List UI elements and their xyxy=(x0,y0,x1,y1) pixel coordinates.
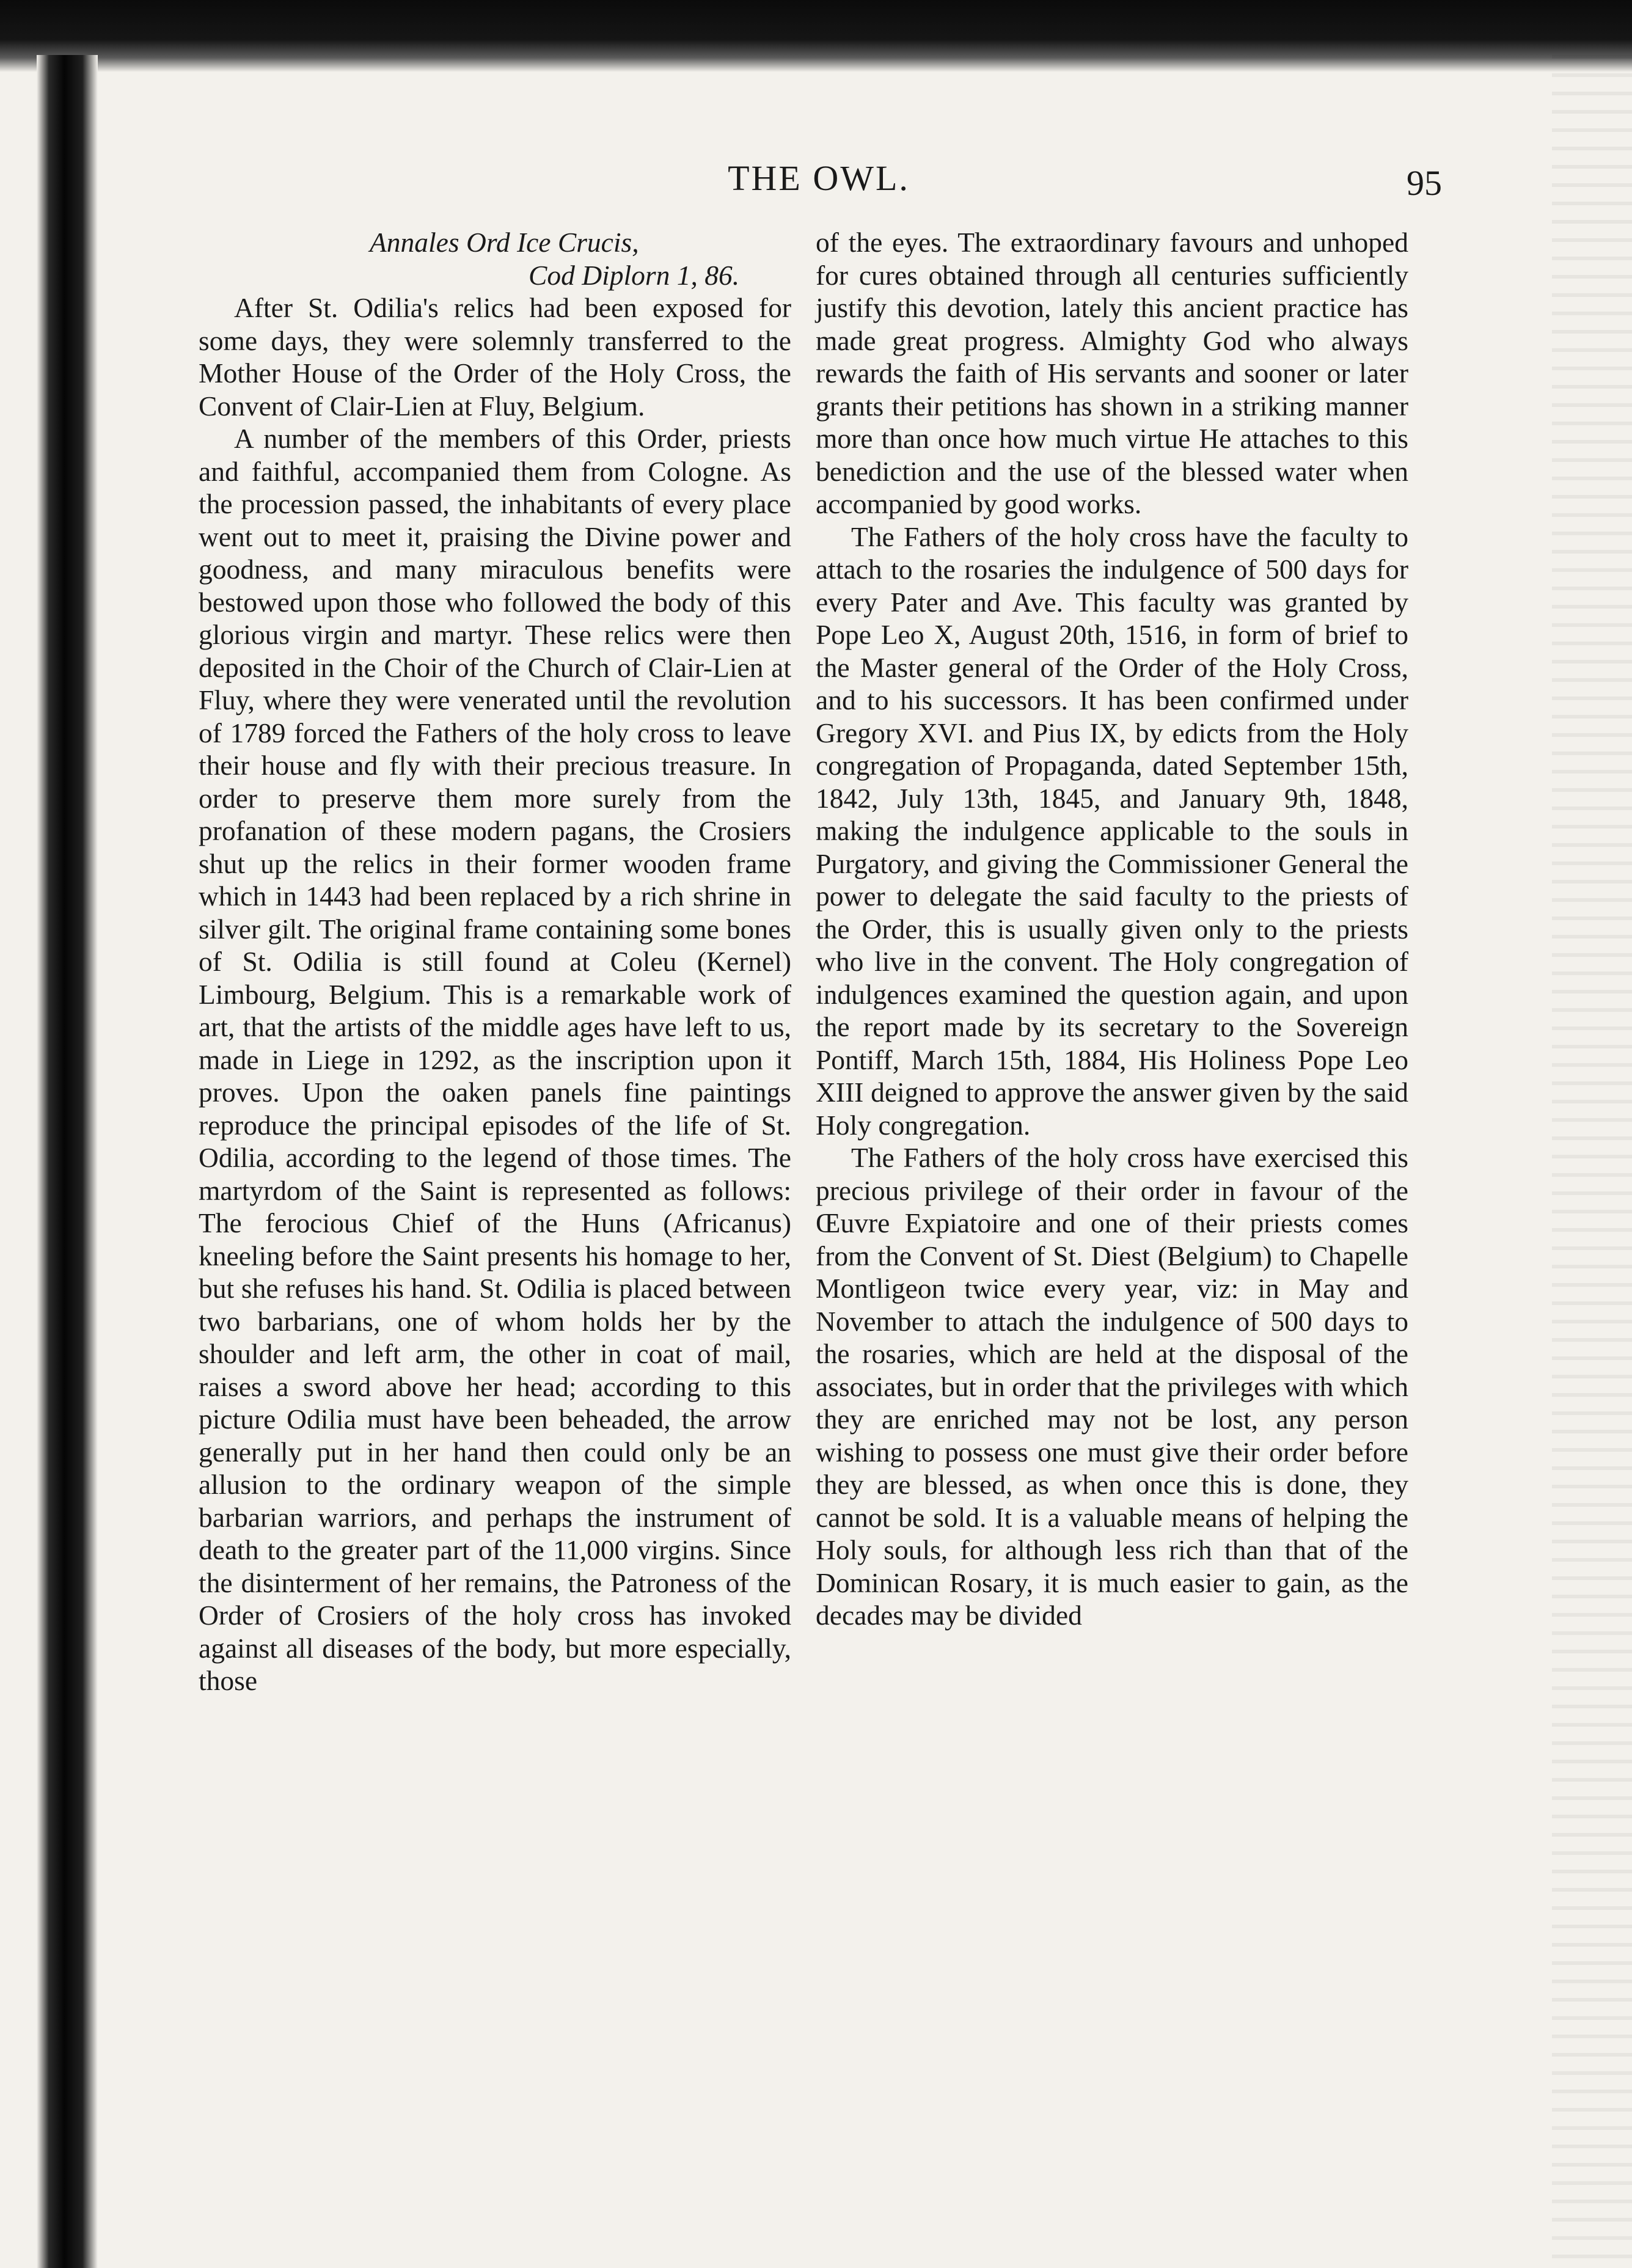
paragraph: After St. Odilia's relics had been exposed for some days, they were solemnly transferred to the Mother House of the Order of the Holy Cross, the Convent of Clair-Lien at Fluy, Belgium. xyxy=(199,292,791,422)
citation xyxy=(199,226,791,291)
citation-line-1: Annales Ord Ice Crucis, xyxy=(370,227,639,258)
page-header xyxy=(196,158,1442,213)
paragraph: of the eyes. The extraordinary favours and unhoped for cures obtained through all centuries sufficiently justify this devotion, lately this ancient practice has made great progress. Almighty God who always rewards the faith of His servants and sooner or later grants their petitions has shown in a striking manner more than once how much virtue He attaches to this benediction and the use of the blessed water when accompanied by good works. xyxy=(816,227,1408,519)
right-page-edge xyxy=(1552,55,1632,2268)
citation-line-2: Cod Diplorn 1, 86. xyxy=(529,259,740,291)
paragraph: A number of the members of this Order, priests and faithful, accompanied them from Cologne. As the procession passed, the inhabitants of every place went out to meet it, praising the Divine power and goodness, and many miraculous benefits were bestowed upon those who followed the body of this glorious virgin and martyr. These relics were then deposited in the Choir of the Church of Clair-Lien at Fluy, where they were venerated until the revolution of 1789 forced the Fathers of the holy cross to leave their house and fly with their precious treasure. In order to preserve them more surely from the profanation of these modern pagans, the Crosiers shut up the relics in their former wooden frame which in 1443 had been replaced by a rich shrine in silver gilt. The original frame containing some bones of St. Odilia is still found at Coleu (Kernel) Limbourg, Belgium. This is a remarkable work of art, that the artists of the middle ages have left to us, made in Liege in 1292, as the inscription upon it proves. Upon the oaken panels fine paintings reproduce the principal episodes of the life of St. Odilia, according to the legend of those times. The martyrdom of the Saint is represented as follows: The ferocious Chief of the Huns (Africanus) kneeling before the Saint presents his homage to her, but she refuses his hand. St. Odilia is placed between two barbarians, one of whom holds her by the shoulder and left arm, the other in coat of mail, raises a sword above her head; according to this picture Odilia must have been beheaded, the arrow generally put in her hand then could only be an allusion to the ordinary weapon of the simple barbarian warriors, and perhaps the instrument of death to the greater part of the 11,000 virgins. Since the disinterment of her remains, the Patroness of the Order of Crosiers of the holy cross has invoked against all diseases of the body, but more especially, those xyxy=(199,423,791,1696)
right-column xyxy=(816,226,1408,1632)
top-binding-edge xyxy=(0,0,1632,72)
left-binding-edge xyxy=(37,55,98,2268)
paragraph: The Fathers of the holy cross have the faculty to attach to the rosaries the indulgence of 500 days for every Pater and Ave. This faculty was granted by Pope Leo X, August 20th, 1516, in form of brief to the Master general of the Order of the Holy Cross, and to his successors. It has been confirmed under Gregory XVI. and Pius IX, by edicts from the Holy congregation of Propaganda, dated September 15th, 1842, July 13th, 1845, and January 9th, 1848, making the indulgence applicable to the souls in Purgatory, and giving the Commissioner General the power to delegate the said faculty to the priests of the Order, this is usually given only to the priests who live in the convent. The Holy congregation of indulgences examined the question again, and upon the report made by its secretary to the Sovereign Pontiff, March 15th, 1884, His Holiness Pope Leo XIII deigned to approve the answer given by the said Holy congregation. xyxy=(816,521,1408,1141)
running-title: THE OWL. xyxy=(728,158,910,198)
left-column xyxy=(199,226,791,1697)
paragraph: The Fathers of the holy cross have exercised this precious privilege of their order in favour of the Œuvre Expiatoire and one of their priests comes from the Convent of St. Diest (Belgium) to Chapelle Montligeon twice every year, viz: in May and November to attach the indulgence of 500 days to the rosaries, which are held at the disposal of the associates, but in order that the privileges with which they are enriched may not be lost, any person wishing to possess one must give their order before they are blessed, as when once this is done, they cannot be sold. It is a valuable means of helping the Holy souls, for although less rich than that of the Dominican Rosary, it is much easier to gain, as the decades may be divided xyxy=(816,1142,1408,1631)
page-number: 95 xyxy=(1407,163,1442,203)
